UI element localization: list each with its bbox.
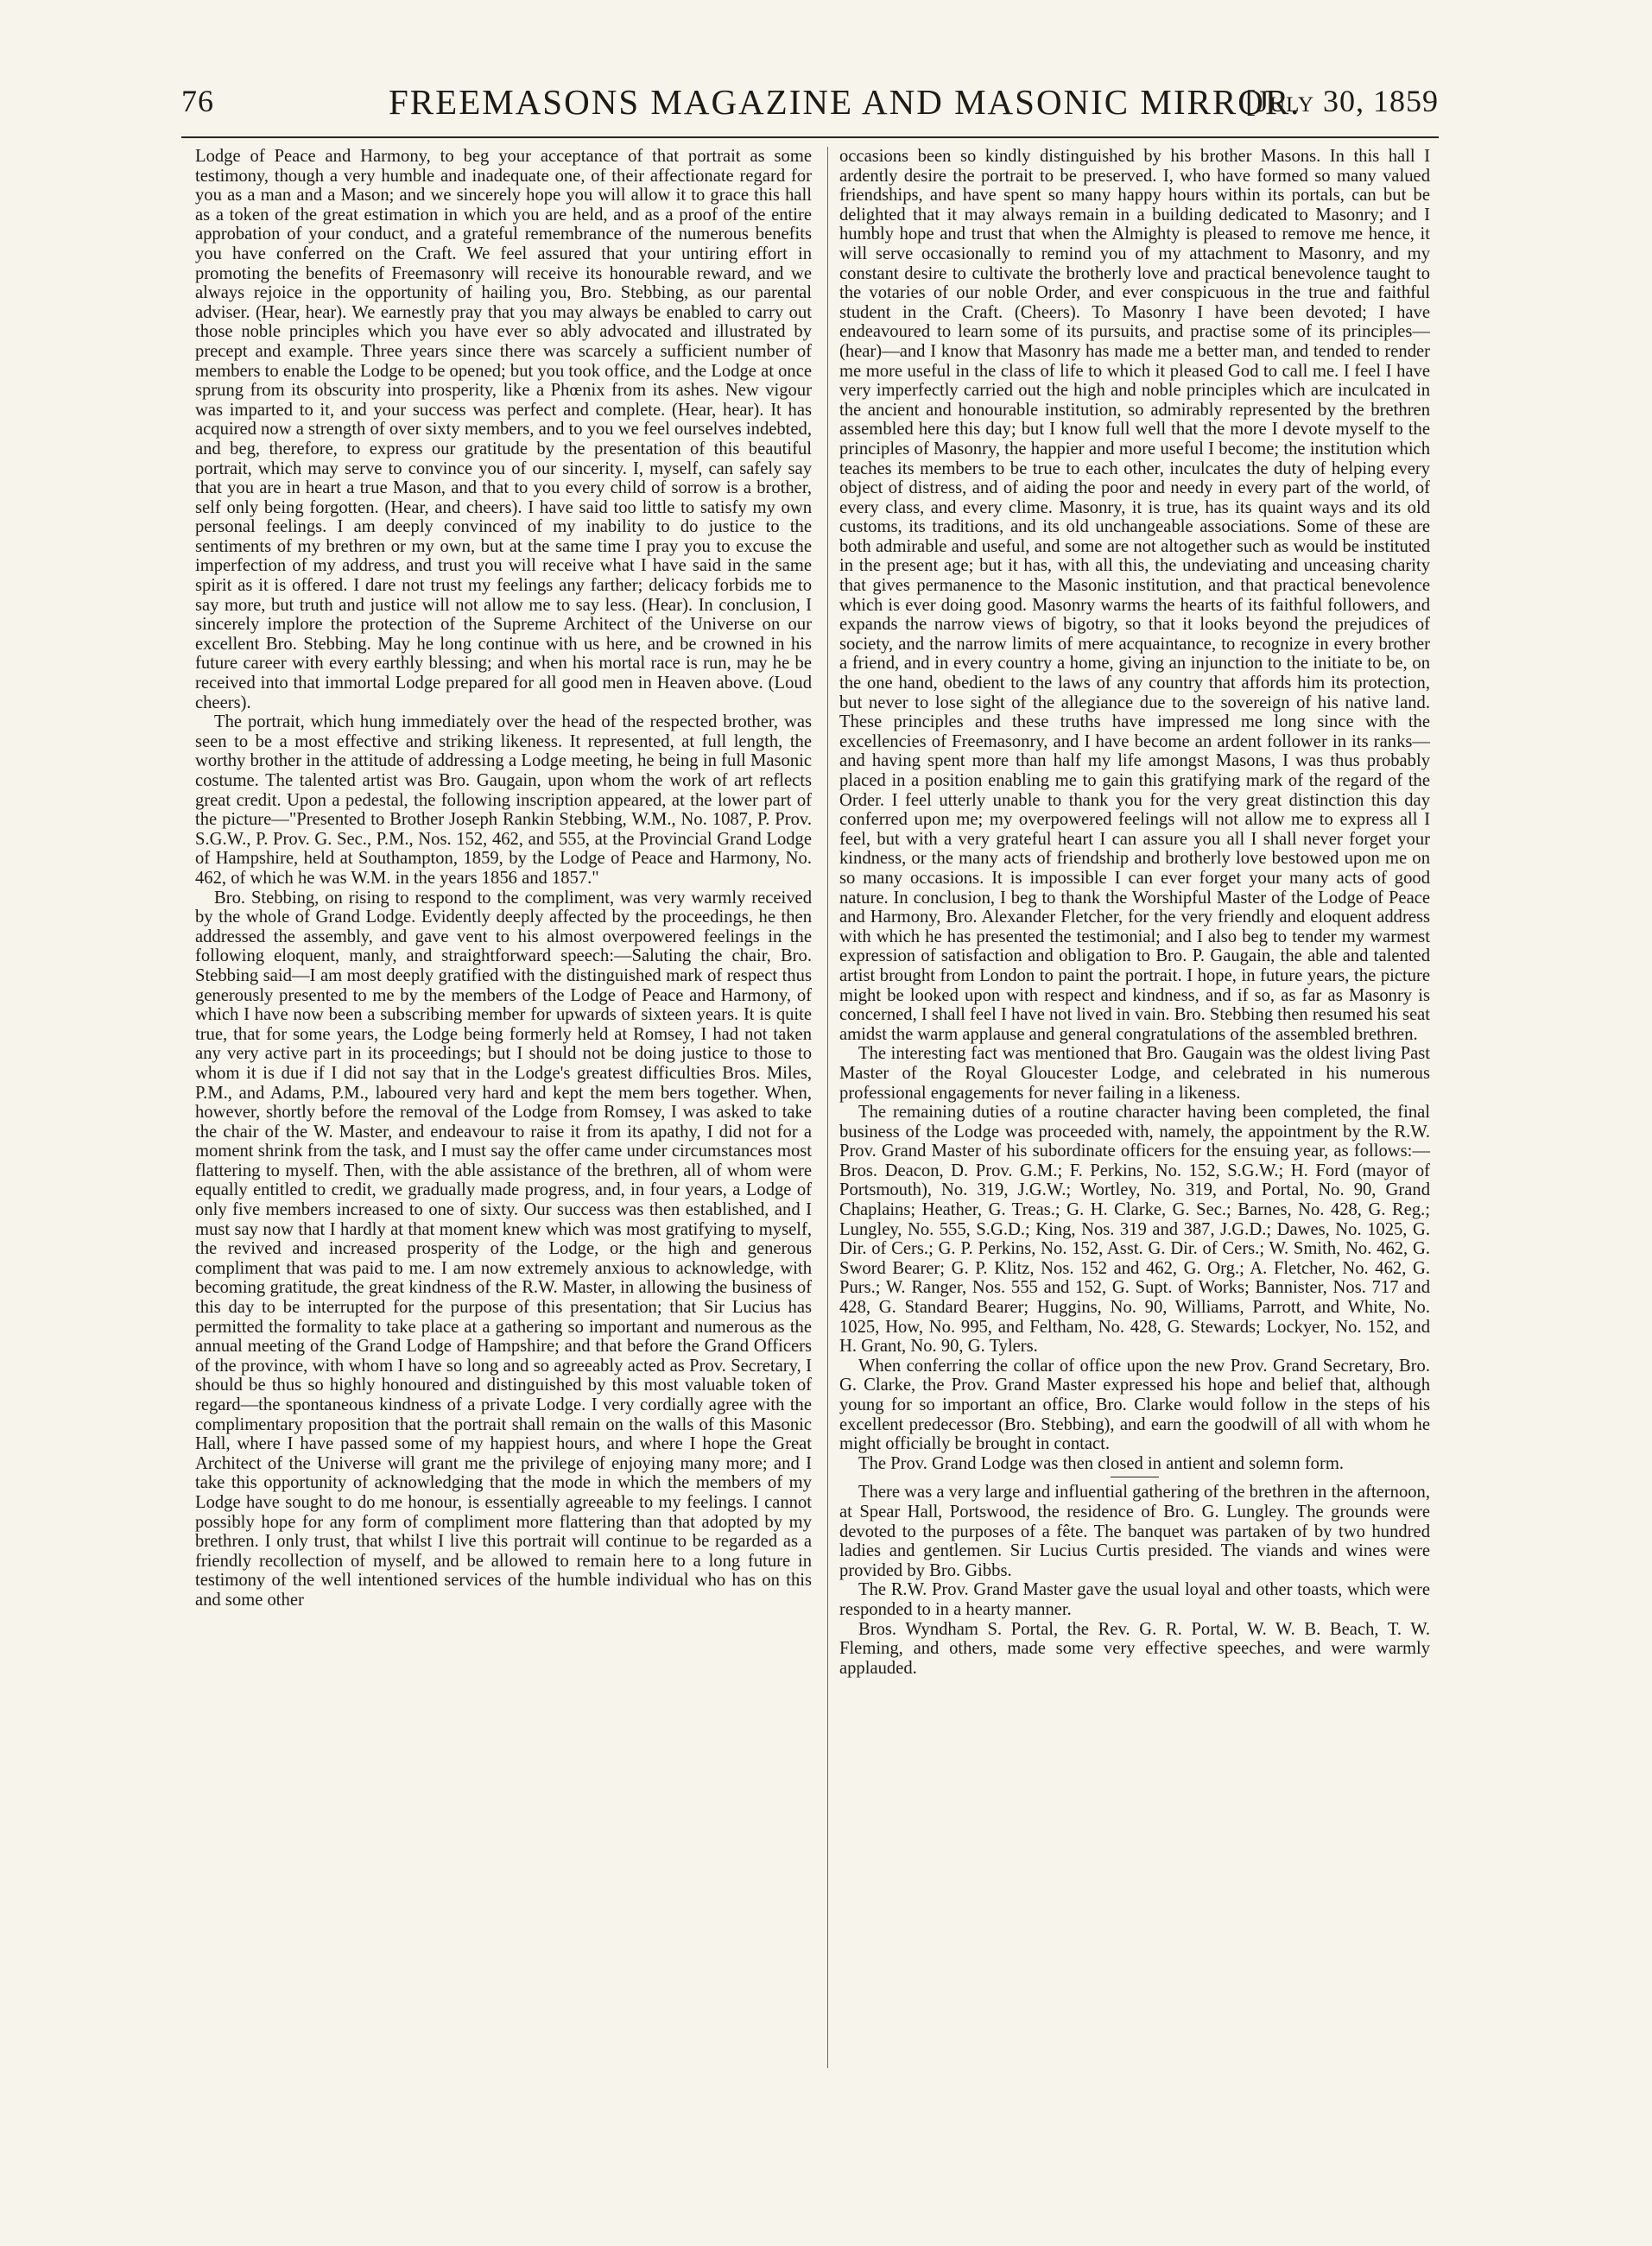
- issue-date: [July 30, 1859: [1245, 84, 1439, 118]
- paragraph: The remaining duties of a routine character having been completed, the final business of the Lodge was proceeded with, namely, the appointment by the R.W. Prov. Grand Master of his subordinate officers for the ensuing year, as follows:—Bros. Deacon, D. Prov. G.M.; F. Perkins, No. 152, S.G.W.; H. Ford (mayor of Portsmouth), No. 319, J.G.W.; Wortley, No. 319, and Portal, No. 90, Grand Chaplains; Heather, G. Treas.; G. H. Clarke, G. Sec.; Barnes, No. 428, G. Reg.; Lungley, No. 555, S.G.D.; King, Nos. 319 and 387, J.G.D.; Dawes, No. 1025, G. Dir. of Cers.; G. P. Perkins, No. 152, Asst. G. Dir. of Cers.; W. Smith, No. 462, G. Sword Bearer; G. P. Klitz, Nos. 152 and 462, G. Org.; A. Fletcher, No. 462, G. Purs.; W. Ranger, Nos. 555 and 152, G. Supt. of Works; Bannister, Nos. 717 and 428, G. Standard Bearer; Huggins, No. 90, Williams, Parrott, and White, No. 1025, How, No. 995, and Feltham, No. 428, G. Stewards; Lockyer, No. 152, and H. Grant, No. 90, G. Tylers.: [839, 1103, 1430, 1357]
- paragraph: There was a very large and influential gathering of the brethren in the afternoon, at Spear Hall, Portswood, the residence of Bro. G. Lungley. The grounds were devoted to the purposes of a fête. The banquet was partaken of by two hundred ladies and gentlemen. Sir Lucius Curtis presided. The viands and wines were provided by Bro. Gibbs.: [839, 1483, 1430, 1580]
- paragraph: occasions been so kindly distinguished by his brother Masons. In this hall I ardently desire the portrait to be preserved. I, who have formed so many valued friendships, and have spent so many happy hours within its portals, can but be delighted that it may always remain in a building dedicated to Masonry; and I humbly hope and trust that when the Almighty is pleased to remove me hence, it will serve occasionally to remind you of my attachment to Masonry, and my constant desire to cultivate the brotherly love and practical benevolence taught to the votaries of our noble Order, and ever conspicuous in the true and faithful student in the Craft. (Cheers). To Masonry I have been devoted; I have endeavoured to learn some of its pursuits, and practise some of its principles—(hear)—and I know that Masonry has made me a better man, and tended to render me more useful in the class of life to which it pleased God to call me. I feel I have very imperfectly carried out the high and noble principles which are inculcated in the ancient and honourable institution, so admirably represented by the brethren assembled here this day; but I know full well that the more I devote myself to the principles of Masonry, the happier and more useful I become; the institution which teaches its members to be true to each other, inculcates the duty of helping every object of distress, and of aiding the poor and needy in every part of the world, of every class, and every clime. Masonry, it is true, has its quaint ways and its old customs, its traditions, and its old unchangeable associations. Some of these are both admirable and useful, and some are not altogether such as would be instituted in the present age; but it has, with all this, the undeviating and unceasing charity that gives permanence to the Masonic institution, and that practical benevolence which is ever doing good. Masonry warms the hearts of its faithful followers, and expands the narrow views of bigotry, so that it looks beyond the prejudices of society, and the narrow limits of mere acquaintance, to recognize in every brother a friend, and in every country a home, giving an injunction to the initiate to be, on the one hand, obedient to the laws of any country that affords him its protection, but never to lose sight of the allegiance due to the sovereign of his native land. These principles and these truths have impressed me long since with the excellencies of Freemasonry, and I have become an ardent follower in its ranks—and having spent more than half my life amongst Masons, I was thus probably placed in a position enabling me to gain this gratifying mark of the regard of the Order. I feel utterly unable to thank you for the very great distinction this day conferred upon me; my overpowered feelings will not allow me to express all I feel, but with a very grateful heart I can assure you all I shall never forget your kindness, or the many acts of friendship and brotherly love bestowed upon me on so many occasions. It is impossible I can ever forget your many acts of good nature. In conclusion, I beg to thank the Worshipful Master of the Lodge of Peace and Harmony, Bro. Alexander Fletcher, for the very friendly and eloquent address with which he has presented the testimonial; and I also beg to tender my warmest expression of satisfaction and obligation to Bro. P. Gaugain, the able and talented artist brought from London to paint the portrait. I hope, in future years, the picture might be looked upon with respect and kindness, and if so, as far as Masonry is concerned, I shall feel I have not lived in vain. Bro. Stebbing then resumed his seat amidst the warm applause and general congratulations of the assembled brethren.: [839, 147, 1430, 1044]
- paragraph: The interesting fact was mentioned that Bro. Gaugain was the oldest living Past Master of the Royal Gloucester Lodge, and celebrated in his numerous professional engagements for never failing in a likeness.: [839, 1044, 1430, 1103]
- paragraph: The R.W. Prov. Grand Master gave the usual loyal and other toasts, which were responded to in a hearty manner.: [839, 1580, 1430, 1619]
- paragraph: The Prov. Grand Lodge was then closed in antient and solemn form.: [858, 1453, 1344, 1473]
- right-column: [839, 147, 1430, 1678]
- page-header: [181, 81, 1439, 133]
- paragraph: When conferring the collar of office upon the new Prov. Grand Secretary, Bro. G. Clarke, the Prov. Grand Master expressed his hope and belief that, although young for so important an office, Bro. Clarke would follow in the steps of his excellent predecessor (Bro. Stebbing), and earn the goodwill of all with whom he might officially be brought in contact.: [839, 1356, 1430, 1454]
- paragraph: Bros. Wyndham S. Portal, the Rev. G. R. Portal, W. W. B. Beach, T. W. Fleming, and others, made some very effective speeches, and were warmly applauded.: [839, 1619, 1430, 1678]
- column-divider: [827, 147, 828, 2068]
- page-number: 76: [181, 84, 214, 118]
- header-rule: [181, 136, 1439, 138]
- left-column: [195, 147, 812, 1610]
- paragraph: The portrait, which hung immediately over the head of the respected brother, was seen to be a most effective and striking likeness. It represented, at full length, the worthy brother in the attitude of addressing a Lodge meeting, he being in full Masonic costume. The talented artist was Bro. Gaugain, upon whom the work of art reflects great credit. Upon a pedestal, the following inscription appeared, at the lower part of the picture—"Presented to Brother Joseph Rankin Stebbing, W.M., No. 1087, P. Prov. S.G.W., P. Prov. G. Sec., P.M., Nos. 152, 462, and 555, at the Provincial Grand Lodge of Hampshire, held at Southampton, 1859, by the Lodge of Peace and Harmony, No. 462, of which he was W.M. in the years 1856 and 1857.": [195, 712, 812, 888]
- paragraph: Bro. Stebbing, on rising to respond to the compliment, was very warmly received by the whole of Grand Lodge. Evidently deeply affected by the proceedings, he then addressed the assembly, and gave vent to his almost overpowered feelings in the following eloquent, manly, and straightforward speech:—Saluting the chair, Bro. Stebbing said—I am most deeply gratified with the distinguished mark of respect thus generously presented to me by the members of the Lodge of Peace and Harmony, of which I have now been a subscribing member for upwards of sixteen years. It is quite true, that for some years, the Lodge being formerly held at Romsey, I had not taken any very active part in its proceedings; but I should not be doing justice to those to whom it is due if I did not say that in the Lodge's greatest difficulties Bros. Miles, P.M., and Adams, P.M., laboured very hard and kept the mem bers together. When, however, shortly before the removal of the Lodge from Romsey, I was asked to take the chair of the W. Master, and endeavour to raise it from its apathy, I did not for a moment shrink from the task, and I must say the offer came under circumstances most flattering to myself. Then, with the able assistance of the brethren, all of whom were equally entitled to credit, we gradually made progress, and, in four years, a Lodge of only five members increased to one of sixty. Our success was then established, and I must say now that I hardly at that moment knew which was most gratifying to myself, the revived and increased prosperity of the Lodge, or the high and generous compliment that was paid to me. I am now extremely anxious to acknowledge, with becoming gratitude, the great kindness of the R.W. Master, in allowing the business of this day to be interrupted for the purpose of this presentation; that Sir Lucius has permitted the formality to take place at a gathering so important and numerous as the annual meeting of the Grand Lodge of Hampshire; and that before the Grand Officers of the province, with whom I have so long and so agreeably acted as Prov. Secretary, I should be thus so highly honoured and distinguished by this most valuable token of regard—the spontaneous kindness of a private Lodge. I very cordially agree with the complimentary proposition that the portrait shall remain on the walls of this Masonic Hall, where I have passed some of my happiest hours, and where I hope the Great Architect of the Universe will grant me the privilege of enjoying many more; and I take this opportunity of acknowledging that the mode in which the members of my Lodge have sought to do me honour, is essentially agreeable to my feelings. I cannot possibly hope for any form of compliment more flattering than that adopted by my brethren. I only trust, that whilst I live this portrait will continue to be regarded as a friendly recollection of myself, and be allowed to remain here to a long future in testimony of the well intentioned services of the humble individual who has on this and some other: [195, 888, 812, 1610]
- paragraph: Lodge of Peace and Harmony, to beg your acceptance of that portrait as some testimony, though a very humble and inadequate one, of their affectionate regard for you as a man and a Mason; and we sincerely hope you will allow it to grace this hall as a token of the great estimation in which you are held, and as a proof of the entire approbation of your conduct, and a grateful remembrance of the numerous benefits you have conferred on the Craft. We feel assured that your untiring effort in promoting the benefits of Freemasonry will receive its honourable reward, and we always rejoice in the opportunity of hailing you, Bro. Stebbing, as our parental adviser. (Hear, hear). We earnestly pray that you may always be enabled to carry out those noble principles which you have ever so ably advocated and illustrated by precept and example. Three years since there was scarcely a sufficient number of members to enable the Lodge to be opened; but you took office, and the Lodge at once sprung from its obscurity into prosperity, like a Phœnix from its ashes. New vigour was imparted to it, and your success was perfect and complete. (Hear, hear). It has acquired now a strength of over sixty members, and to you we feel ourselves indebted, and beg, therefore, to express our gratitude by the presentation of this beautiful portrait, which may serve to convince you of our sincerity. I, myself, can safely say that you are in heart a true Mason, and that to you every child of sorrow is a brother, self only being forgotten. (Hear, and cheers). I have said too little to satisfy my own personal feelings. I am deeply convinced of my inability to do justice to the sentiments of my brethren or my own, but at the same time I pray you to excuse the imperfection of my address, and trust you will receive what I have said in the same spirit as it is offered. I dare not trust my feelings any farther; delicacy forbids me to say more, but truth and justice will not allow me to say less. (Hear). In conclusion, I sincerely implore the protection of the Supreme Architect of the Universe on our excellent Bro. Stebbing. May he long continue with us here, and be crowned in his future career with every earthly blessing; and when his mortal race is run, may he be received into that immortal Lodge prepared for all good men in Heaven above. (Loud cheers).: [195, 147, 812, 712]
- publication-title: FREEMASONS MAGAZINE AND MASONIC MIRROR.: [389, 82, 1301, 122]
